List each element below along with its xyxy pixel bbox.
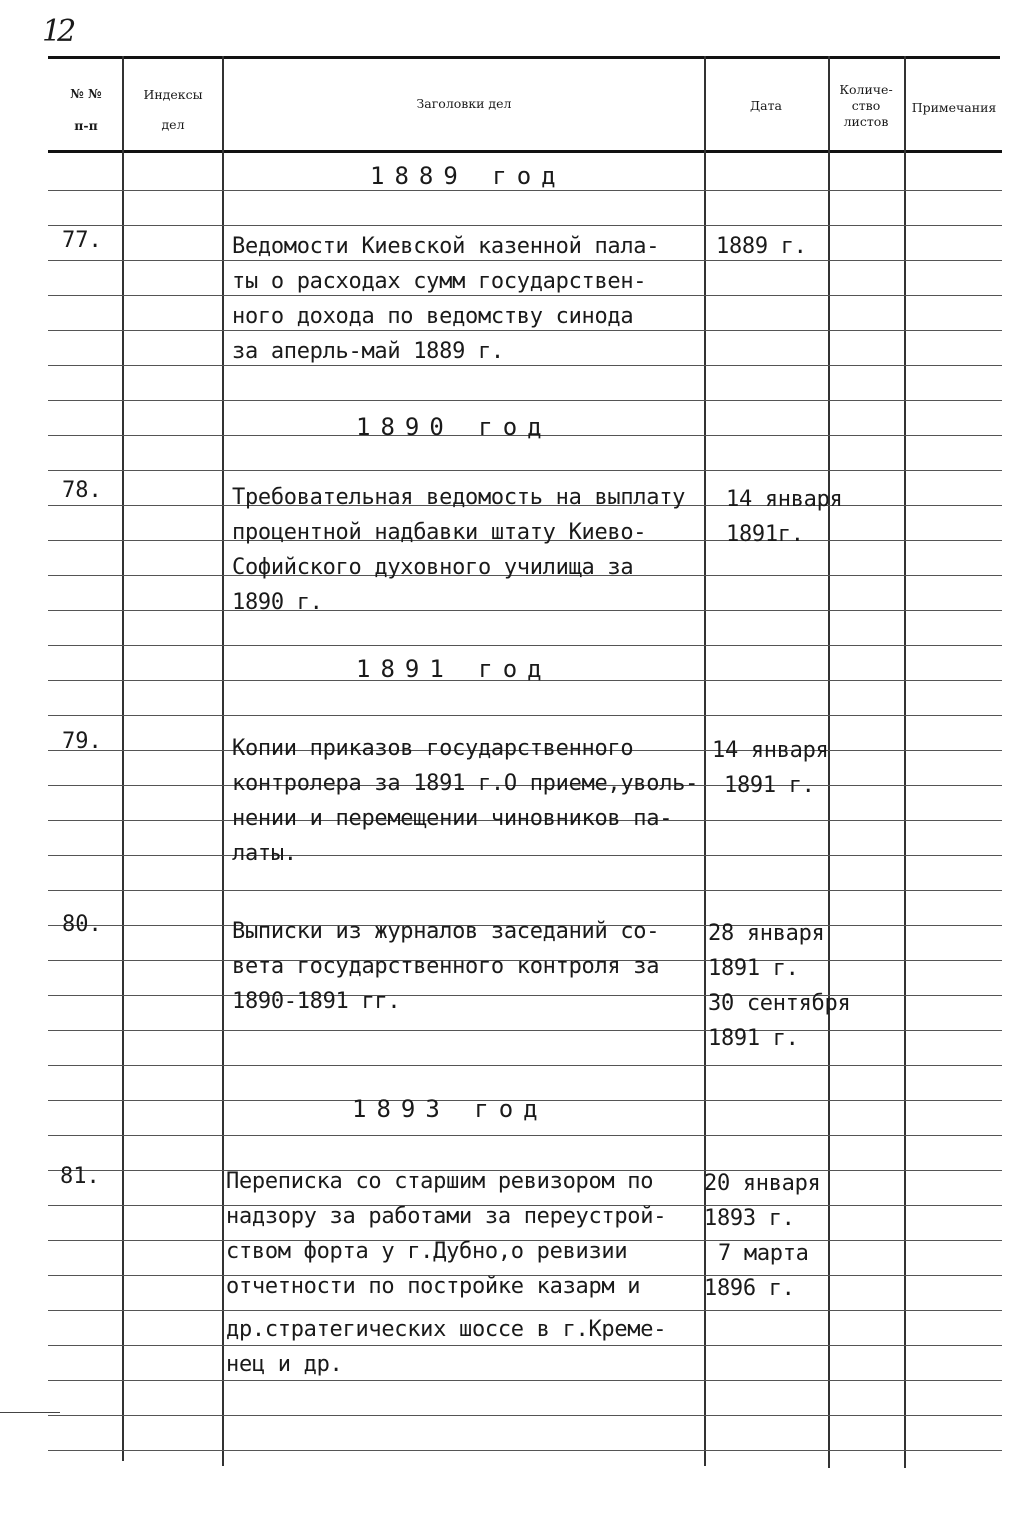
column-divider [904,56,906,1468]
entry-date: 1889 г. [716,234,807,259]
header-sheets: Количе- ство листов [839,82,893,129]
entry-title: Ведомости Киевской казенной пала- ты о расходах сумм государствен- ного дохода по ведомству синода за аперль-май 1889 г. [232,234,660,364]
ruled-line [48,400,1002,401]
column-divider [122,56,124,1461]
entry-number: 80. [62,912,102,937]
ruled-line [48,890,1002,891]
entry-title: Выписки из журналов заседаний со- вета государственного контроля за 1890-1891 гг. [232,919,660,1014]
ruled-line [48,1030,1002,1031]
page-number: 12 [42,14,73,49]
entry-title: Копии приказов государственного контролера за 1891 г.О приеме,уволь- нении и перемещении чиновников па- латы. [232,736,699,866]
entry-title: Требовательная ведомость на выплату процентной надбавки штату Киево- Софийского духовного училища за 1890 г. [232,485,686,615]
header-notes: Примечания [911,100,997,115]
header-title: Заголовки дел [416,96,512,111]
year-heading: 1889 год [370,162,566,190]
entry-number: 78. [62,478,102,503]
header-date: Дата [750,98,782,113]
header-number: № № п-п [70,86,102,133]
ruled-line [48,1065,1002,1066]
ruled-line [48,715,1002,716]
margin-stroke [0,1412,60,1413]
ruled-line [48,225,1002,226]
ruled-line [48,1135,1002,1136]
ruled-line [48,190,1002,191]
entry-date: 28 января 1891 г. 30 сентября 1891 г. [708,921,851,1051]
table-top-border [48,56,1000,59]
ruled-line [48,645,1002,646]
entry-date: 14 января 1891 г. [712,738,829,798]
header-index: Индексы дел [143,87,203,132]
header-bottom-border [48,150,1002,153]
ruled-line [48,1415,1002,1416]
entry-title: Переписка со старшим ревизором по надзору за работами за переустрой- ством форта у г.Дубно,о ревизии отчетности по постройке казарм и др.стратегических шоссе в г.Кремe- нец и др. [226,1169,667,1377]
entry-date: 20 января 1893 г. 7 марта 1896 г. [704,1171,821,1301]
entry-number: 81. [60,1164,100,1189]
ruled-line [48,470,1002,471]
year-heading: 1890 год [356,413,552,441]
year-heading: 1893 год [352,1095,548,1123]
column-divider [222,56,224,1466]
ruled-line [48,1450,1002,1451]
entry-number: 77. [62,228,102,253]
entry-date: 14 января 1891г. [726,487,843,547]
year-heading: 1891 год [356,655,552,683]
entry-number: 79. [62,729,102,754]
